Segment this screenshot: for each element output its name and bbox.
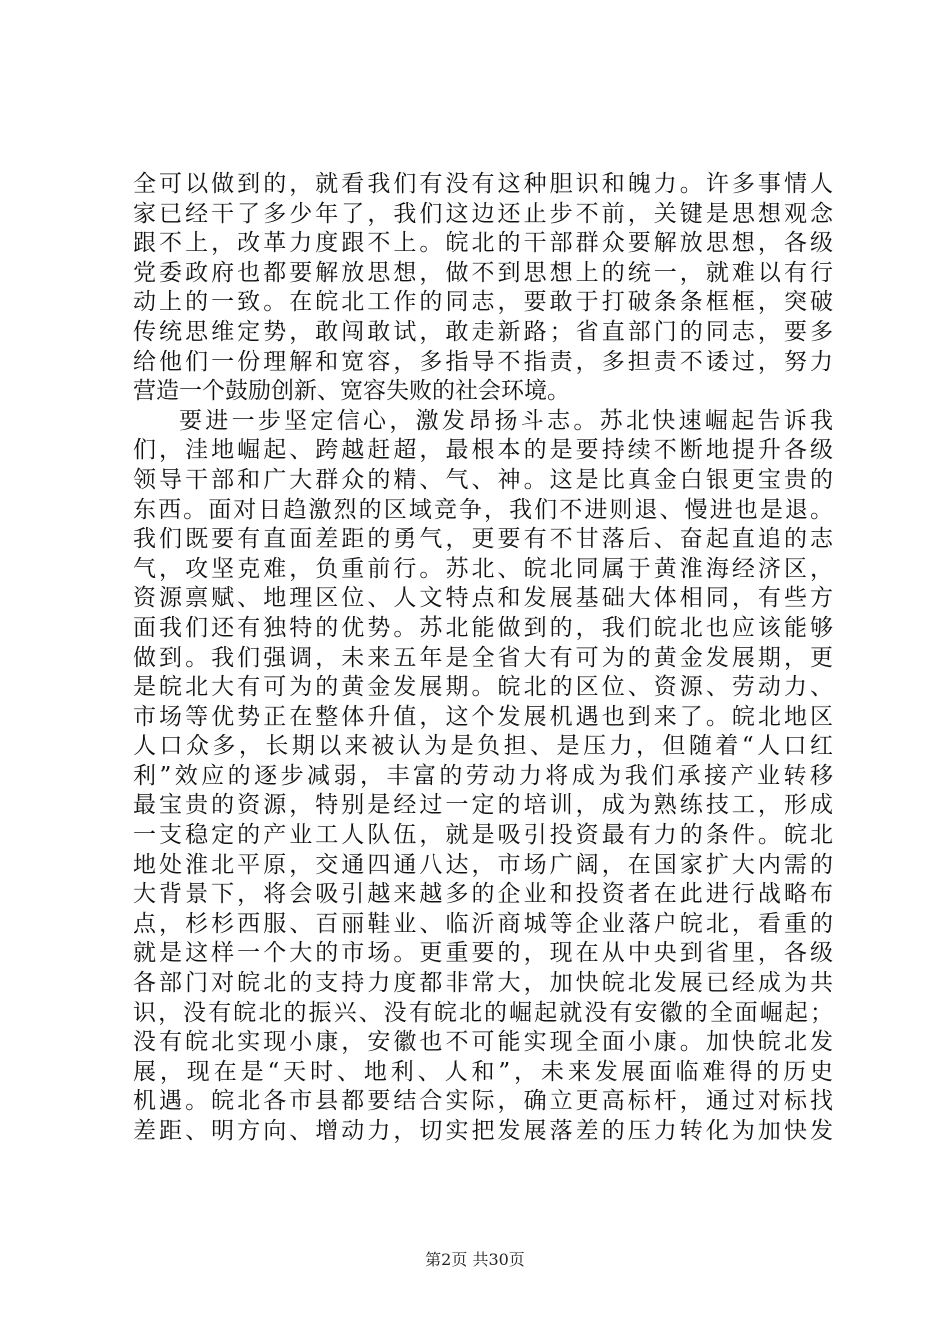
text-line: 点，杉杉西服、百丽鞋业、临沂商城等企业落户皖北，看重的: [133, 910, 833, 937]
text-line: 营造一个鼓励创新、宽容失败的社会环境。: [133, 378, 570, 405]
text-line: 就是这样一个大的市场。更重要的，现在从中央到省里，各级: [133, 940, 833, 967]
text-line: 地处淮北平原，交通四通八达，市场广阔，在国家扩大内需的: [133, 851, 833, 878]
text-line: 机遇。皖北各市县都要结合实际，确立更高标杆，通过对标找: [133, 1088, 833, 1115]
text-line: 没有皖北实现小康，安徽也不可能实现全面小康。加快皖北发: [133, 1029, 833, 1056]
text-line: 家已经干了多少年了，我们这边还止步不前，关键是思想观念: [133, 200, 833, 227]
text-line: 识，没有皖北的振兴、没有皖北的崛起就没有安徽的全面崛起；: [133, 999, 833, 1026]
text-line: 党委政府也都要解放思想，做不到思想上的统一，就难以有行: [133, 259, 833, 286]
text-line: 面我们还有独特的优势。苏北能做到的，我们皖北也应该能够: [133, 614, 833, 641]
body-text: [133, 170, 833, 1147]
text-line: 们，洼地崛起、跨越赶超，最根本的是要持续不断地提升各级: [133, 437, 833, 464]
text-line: 大背景下，将会吸引越来越多的企业和投资者在此进行战略布: [133, 881, 833, 908]
text-line: 我们既要有直面差距的勇气，更要有不甘落后、奋起直追的志: [133, 526, 833, 553]
page-number-footer: 第2页 共30页: [425, 1250, 525, 1269]
text-line: 做到。我们强调，未来五年是全省大有可为的黄金发展期，更: [133, 644, 833, 671]
text-line: 市场等优势正在整体升值，这个发展机遇也到来了。皖北地区: [133, 703, 833, 730]
text-line: 全可以做到的，就看我们有没有这种胆识和魄力。许多事情人: [133, 171, 833, 197]
text-line: 展，现在是“天时、地利、人和”，未来发展面临难得的历史: [133, 1058, 833, 1085]
text-line: 领导干部和广大群众的精、气、神。这是比真金白银更宝贵的: [133, 466, 833, 493]
text-line: 东西。面对日趋激烈的区域竞争，我们不进则退、慢进也是退。: [133, 496, 833, 523]
text-line: 各部门对皖北的支持力度都非常大，加快皖北发展已经成为共: [133, 970, 833, 997]
text-line: 资源禀赋、地理区位、人文特点和发展基础大体相同，有些方: [133, 585, 833, 612]
text-line: 跟不上，改革力度跟不上。皖北的干部群众要解放思想，各级: [133, 230, 833, 257]
text-line: 利”效应的逐步减弱，丰富的劳动力将成为我们承接产业转移: [133, 762, 833, 789]
text-line: 人口众多，长期以来被认为是负担、是压力，但随着“人口红: [133, 733, 833, 760]
text-line: 一支稳定的产业工人队伍，就是吸引投资最有力的条件。皖北: [133, 822, 833, 849]
text-line: 动上的一致。在皖北工作的同志，要敢于打破条条框框，突破: [133, 289, 833, 316]
text-line: 传统思维定势，敢闯敢试，敢走新路；省直部门的同志，要多: [133, 318, 833, 345]
paragraph-start-line: 要进一步坚定信心，激发昂扬斗志。苏北快速崛起告诉我: [179, 407, 833, 434]
text-line: 最宝贵的资源，特别是经过一定的培训，成为熟练技工，形成: [133, 792, 833, 819]
text-line: 是皖北大有可为的黄金发展期。皖北的区位、资源、劳动力、: [133, 674, 833, 701]
text-line: 给他们一份理解和宽容，多指导不指责，多担责不诿过，努力: [133, 348, 833, 375]
text-line: 气，攻坚克难，负重前行。苏北、皖北同属于黄淮海经济区，: [133, 555, 833, 582]
text-line: 差距、明方向、增动力，切实把发展落差的压力转化为加快发: [133, 1118, 833, 1144]
